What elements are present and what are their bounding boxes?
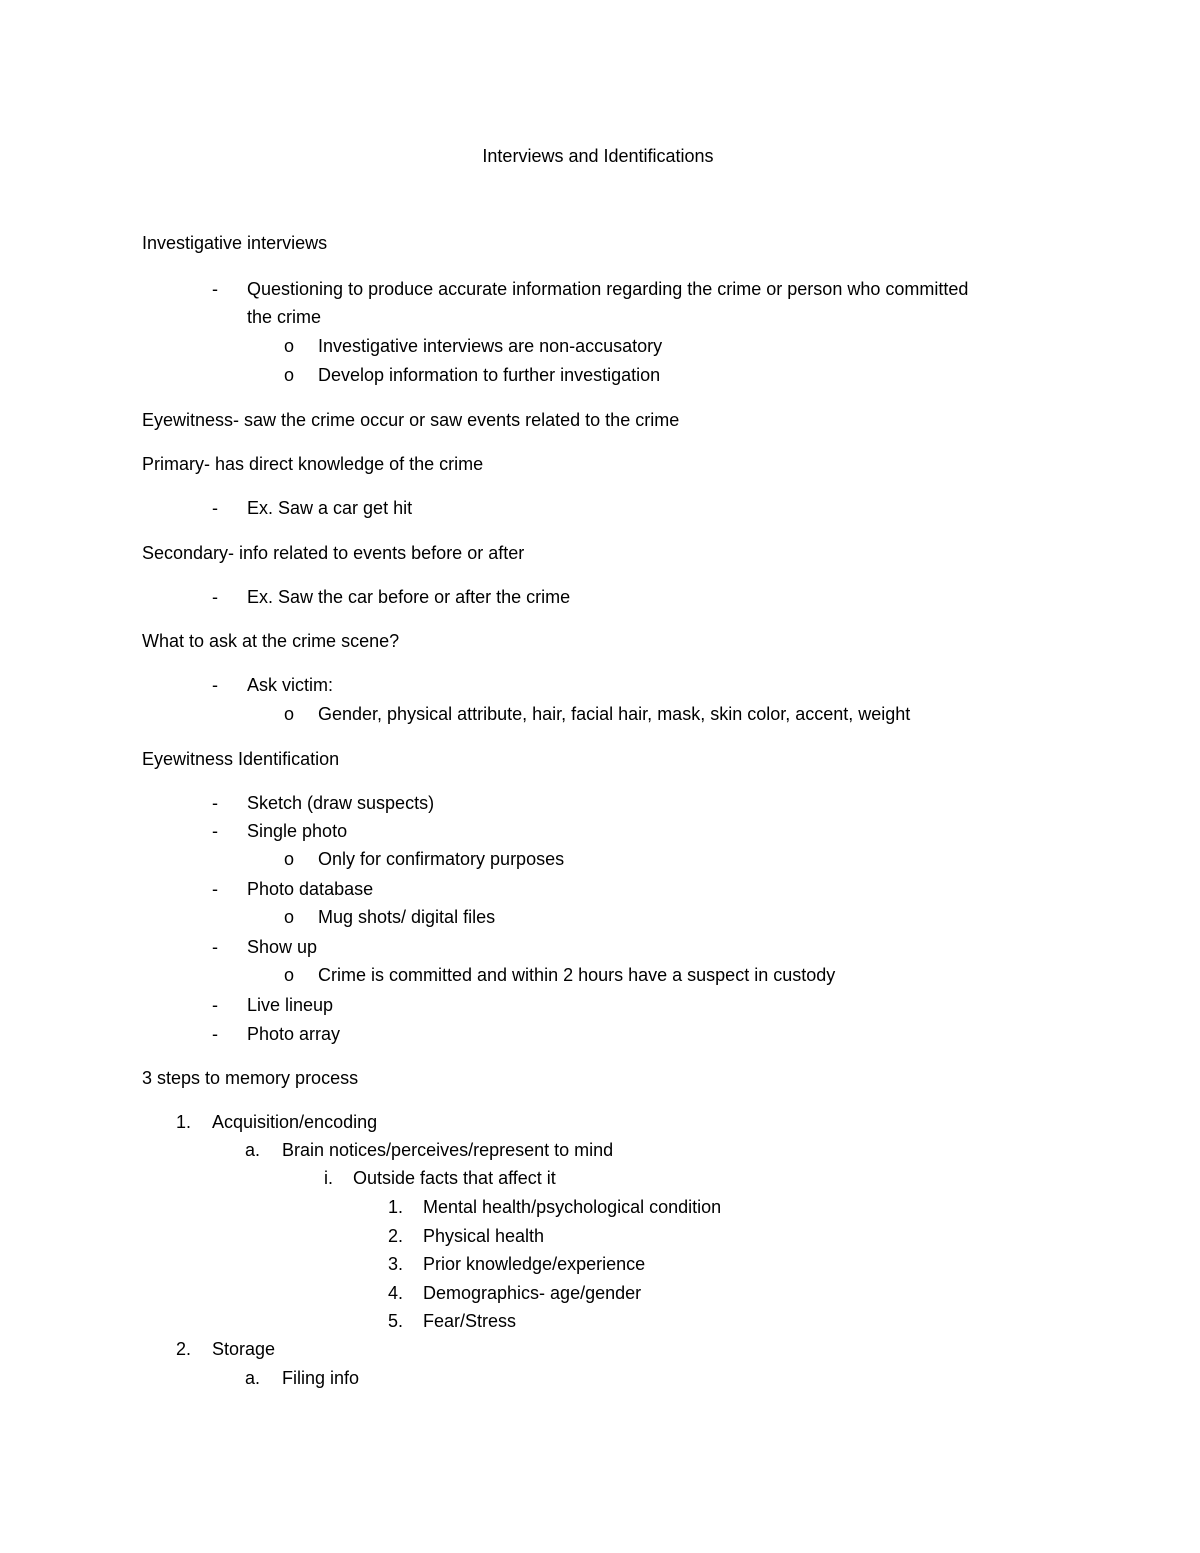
list-item-secondary-example: Ex. Saw the car before or after the crime [247, 587, 571, 607]
bullet-circle: o [284, 704, 295, 724]
bullet-dash: - [212, 793, 218, 813]
heading-investigative-interviews: Investigative interviews [142, 233, 328, 253]
sub-item-victim-attributes: Gender, physical attribute, hair, facial hair, mask, skin color, accent, weight [318, 704, 911, 724]
bullet-circle: o [284, 336, 295, 356]
bullet-dash: - [212, 937, 218, 957]
sub-item-mug-shots: Mug shots/ digital files [318, 907, 496, 927]
roman-marker: i. [324, 1168, 333, 1188]
numbered-marker: 4. [388, 1283, 404, 1303]
bullet-circle: o [284, 365, 295, 385]
sub-item-brain-notices: Brain notices/perceives/represent to mind [282, 1140, 614, 1160]
heading-eyewitness-identification: Eyewitness Identification [142, 749, 340, 769]
list-item-questioning: Questioning to produce accurate information regarding the crime or person who committed [247, 279, 969, 299]
bullet-dash: - [212, 498, 218, 518]
factor-physical-health: Physical health [423, 1226, 545, 1246]
document-title: Interviews and Identifications [482, 146, 714, 166]
list-item-ask-victim: Ask victim: [247, 675, 334, 695]
list-item-show-up: Show up [247, 937, 318, 957]
sub-item-non-accusatory: Investigative interviews are non-accusatory [318, 336, 663, 356]
bullet-circle: o [284, 907, 295, 927]
paragraph-secondary: Secondary- info related to events before or after [142, 543, 525, 563]
bullet-dash: - [212, 821, 218, 841]
sub-item-confirmatory: Only for confirmatory purposes [318, 849, 565, 869]
factor-mental-health: Mental health/psychological condition [423, 1197, 722, 1217]
bullet-dash: - [212, 279, 218, 299]
numbered-marker: 1. [176, 1112, 192, 1132]
lettered-marker: a. [245, 1140, 261, 1160]
sub-item-filing-info: Filing info [282, 1368, 360, 1388]
lettered-marker: a. [245, 1368, 261, 1388]
numbered-marker: 2. [176, 1339, 192, 1359]
list-item-single-photo: Single photo [247, 821, 348, 841]
bullet-dash: - [212, 587, 218, 607]
factor-prior-knowledge: Prior knowledge/experience [423, 1254, 646, 1274]
factor-demographics: Demographics- age/gender [423, 1283, 642, 1303]
bullet-dash: - [212, 995, 218, 1015]
numbered-marker: 5. [388, 1311, 404, 1331]
bullet-circle: o [284, 849, 295, 869]
paragraph-eyewitness: Eyewitness- saw the crime occur or saw events related to the crime [142, 410, 680, 430]
numbered-marker: 2. [388, 1226, 404, 1246]
bullet-circle: o [284, 965, 295, 985]
list-item-photo-array: Photo array [247, 1024, 341, 1044]
bullet-dash: - [212, 675, 218, 695]
sub-item-develop-information: Develop information to further investigation [318, 365, 661, 385]
list-item-acquisition: Acquisition/encoding [212, 1112, 378, 1132]
sub-item-suspect-custody: Crime is committed and within 2 hours have a suspect in custody [318, 965, 836, 985]
list-item-live-lineup: Live lineup [247, 995, 334, 1015]
sub-item-outside-facts: Outside facts that affect it [353, 1168, 556, 1188]
list-item-questioning-cont: the crime [247, 307, 322, 327]
list-item-storage: Storage [212, 1339, 276, 1359]
paragraph-primary: Primary- has direct knowledge of the crime [142, 454, 484, 474]
list-item-photo-database: Photo database [247, 879, 374, 899]
bullet-dash: - [212, 879, 218, 899]
numbered-marker: 3. [388, 1254, 404, 1274]
heading-crime-scene: What to ask at the crime scene? [142, 631, 400, 651]
heading-memory-process: 3 steps to memory process [142, 1068, 359, 1088]
list-item-primary-example: Ex. Saw a car get hit [247, 498, 413, 518]
numbered-marker: 1. [388, 1197, 404, 1217]
list-item-sketch: Sketch (draw suspects) [247, 793, 435, 813]
factor-fear-stress: Fear/Stress [423, 1311, 517, 1331]
bullet-dash: - [212, 1024, 218, 1044]
